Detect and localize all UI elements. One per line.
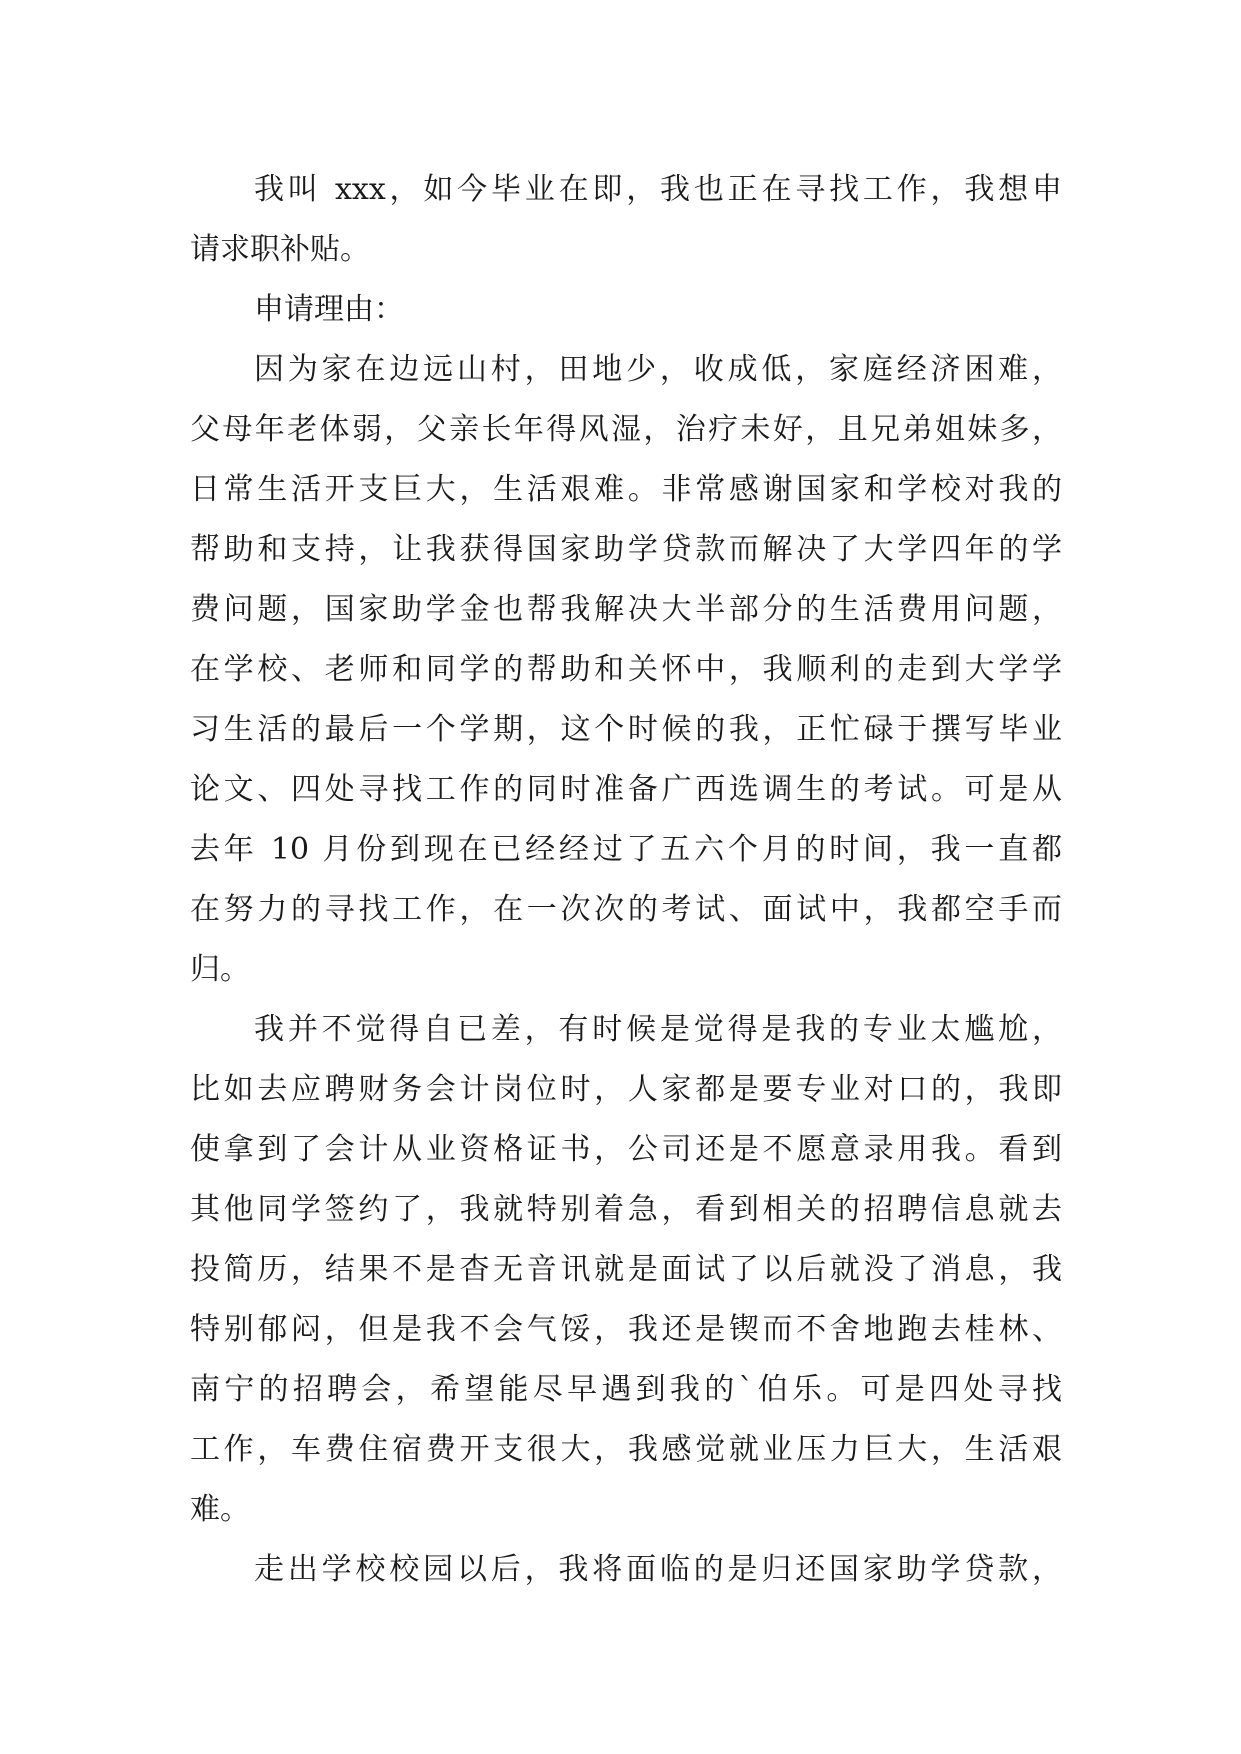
text-line: 难。 — [190, 1492, 250, 1527]
text-line: 论文、四处寻找工作的同时准备广西选调生的考试。可是从 — [190, 772, 1062, 807]
text-line: 帮助和支持，让我获得国家助学贷款而解决了大学四年的学 — [190, 532, 1062, 567]
text-line: 习生活的最后一个学期，这个时候的我，正忙碌于撰写毕业 — [190, 712, 1062, 747]
text-line: 在学校、老师和同学的帮助和关怀中，我顺利的走到大学学 — [190, 652, 1062, 687]
text-line: 我并不觉得自已差，有时候是觉得是我的专业太尴尬， — [254, 1012, 1062, 1047]
text-line: 走出学校校园以后，我将面临的是归还国家助学贷款， — [254, 1552, 1062, 1587]
text-line: 请求职补贴。 — [190, 232, 370, 267]
text-line: 比如去应聘财务会计岗位时，人家都是要专业对口的，我即 — [190, 1072, 1062, 1107]
text-line: 归。 — [190, 952, 250, 987]
text-line: 申请理由： — [254, 292, 404, 327]
text-line: 投简历，结果不是杳无音讯就是面试了以后就没了消息，我 — [190, 1252, 1062, 1287]
paragraph — [190, 1000, 1062, 1540]
text-line: 费问题，国家助学金也帮我解决大半部分的生活费用问题， — [190, 592, 1062, 627]
paragraph — [190, 1540, 1062, 1600]
text-line: 使拿到了会计从业资格证书，公司还是不愿意录用我。看到 — [190, 1132, 1062, 1167]
text-line: 在努力的寻找工作，在一次次的考试、面试中，我都空手而 — [190, 892, 1062, 927]
text-line: 南宁的招聘会，希望能尽早遇到我的`伯乐。可是四处寻找 — [190, 1372, 1062, 1407]
paragraph — [190, 160, 1062, 280]
text-line: 特别郁闷，但是我不会气馁，我还是锲而不舍地跑去桂林、 — [190, 1312, 1062, 1347]
text-line: 因为家在边远山村，田地少，收成低，家庭经济困难， — [254, 352, 1062, 387]
text-line: 其他同学签约了，我就特别着急，看到相关的招聘信息就去 — [190, 1192, 1062, 1227]
paragraph — [190, 280, 1062, 340]
text-line: 工作，车费住宿费开支很大，我感觉就业压力巨大，生活艰 — [190, 1432, 1062, 1467]
text-line: 我叫 xxx，如今毕业在即，我也正在寻找工作，我想申 — [254, 172, 1062, 207]
paragraph — [190, 340, 1062, 1000]
document-body — [190, 160, 1062, 1600]
text-line: 日常生活开支巨大，生活艰难。非常感谢国家和学校对我的 — [190, 472, 1062, 507]
text-line: 去年 10 月份到现在已经经过了五六个月的时间，我一直都 — [190, 832, 1062, 867]
text-line: 父母年老体弱，父亲长年得风湿，治疗未好，且兄弟姐妹多， — [190, 412, 1062, 447]
